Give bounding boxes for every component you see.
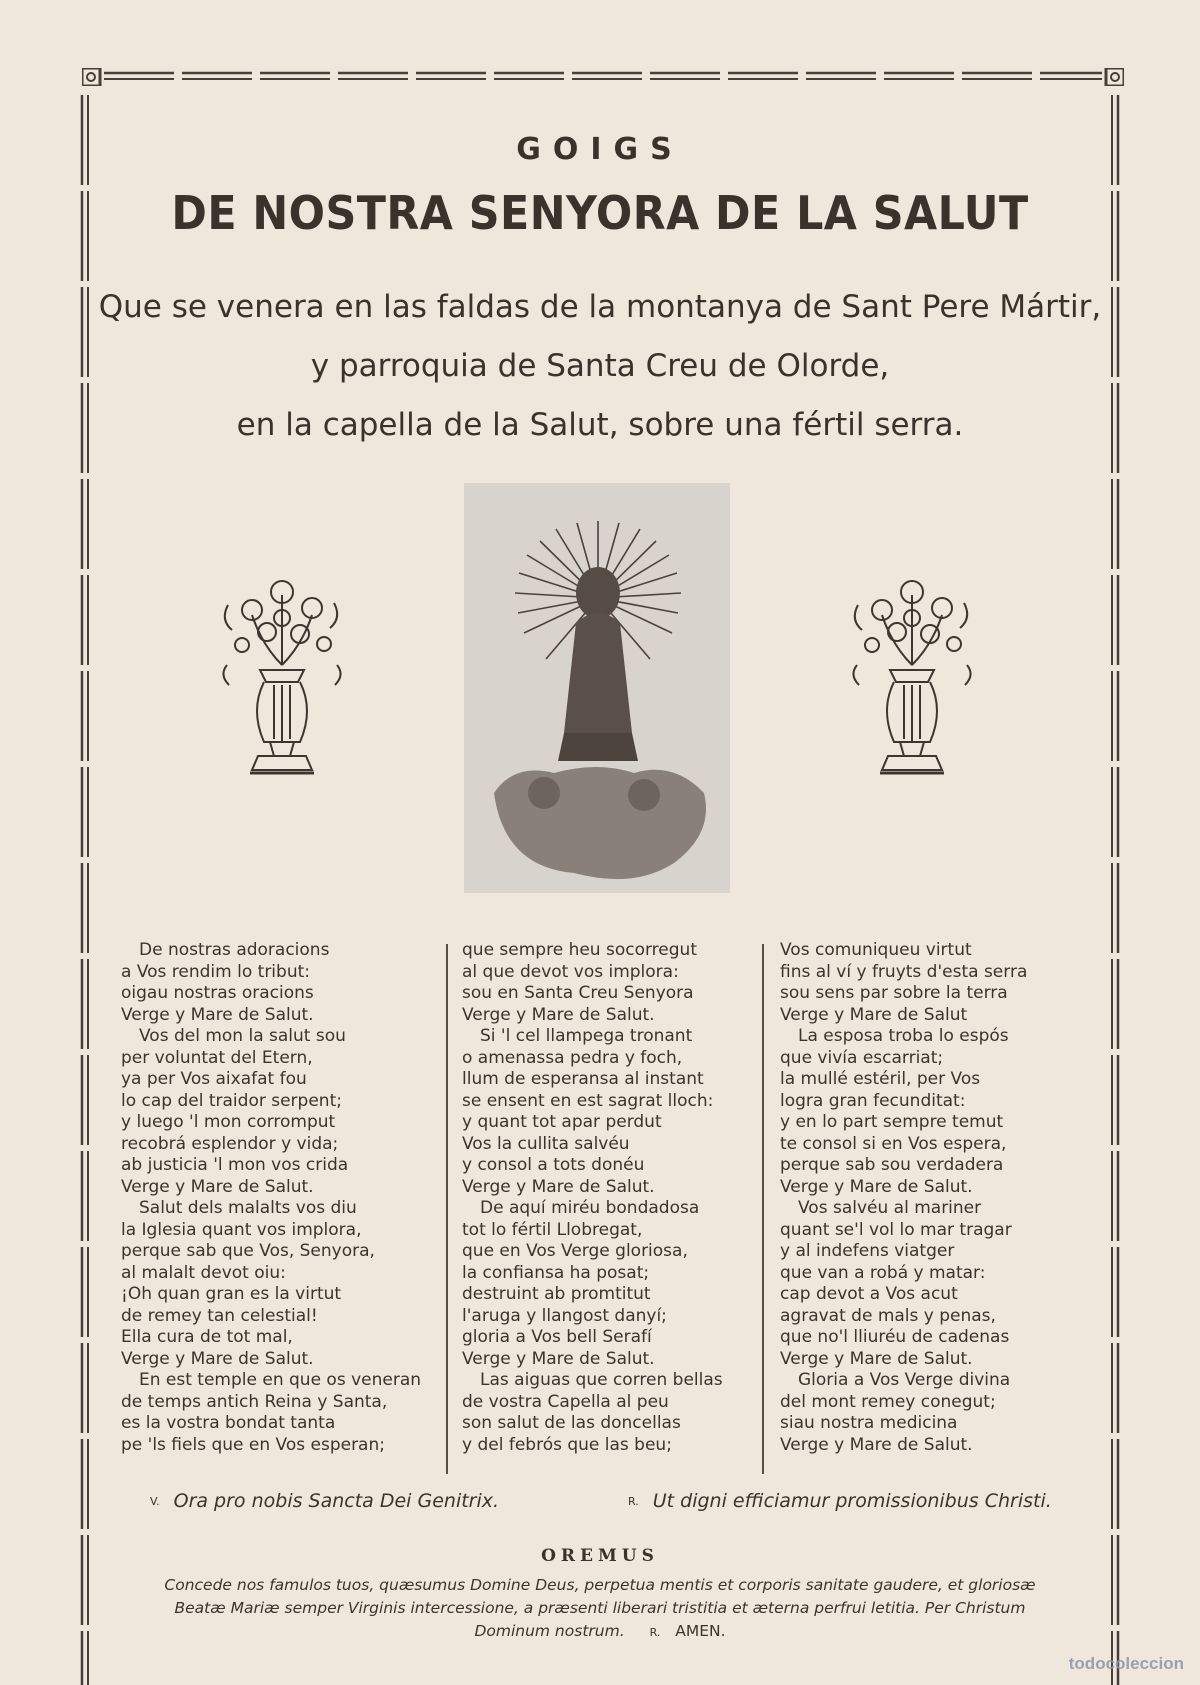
oremus-prayer bbox=[115, 1574, 1085, 1644]
verse-line: Verge y Mare de Salut. bbox=[462, 1176, 655, 1197]
goigs-kicker: GOIGS bbox=[516, 132, 684, 167]
verse-line: Verge y Mare de Salut bbox=[780, 1004, 968, 1025]
subtitle bbox=[0, 278, 1200, 455]
subtitle-line: Que se venera en las faldas de la montanya de Sant Pere Mártir, bbox=[98, 289, 1102, 325]
verse-line: se ensent en est sagrat lloch: bbox=[462, 1090, 714, 1111]
verse-line: Verge y Mare de Salut. bbox=[121, 1176, 314, 1197]
verse-line: agravat de mals y penas, bbox=[780, 1305, 996, 1326]
verse-line: y del febrós que las beu; bbox=[462, 1434, 672, 1455]
verse-line: Vos comuniqueu virtut bbox=[780, 940, 972, 960]
verse-line: Si 'l cel llampega tronant bbox=[480, 1026, 693, 1046]
verse-line: la Iglesia quant vos implora, bbox=[121, 1219, 362, 1240]
verse-line: y luego 'l mon corromput bbox=[121, 1112, 336, 1132]
verse-line: cap devot a Vos acut bbox=[780, 1284, 958, 1304]
verse-line: perque sab que Vos, Senyora, bbox=[121, 1241, 375, 1261]
verse-line: fins al ví y fruyts d'esta serra bbox=[780, 961, 1028, 982]
verse-line: Las aiguas que corren bellas bbox=[480, 1370, 723, 1390]
verse-line: la confiansa ha posat; bbox=[462, 1262, 650, 1283]
verse-line: Verge y Mare de Salut. bbox=[462, 1004, 655, 1025]
verse-column-2 bbox=[462, 940, 723, 1456]
verse-line: que van a robá y matar: bbox=[780, 1262, 986, 1283]
prayer-line: Concede nos famulos tuos, quæsumus Domine Deus, perpetua mentis et corporis sanitate gaudere, et gloriosæ bbox=[164, 1576, 1036, 1594]
verse-line: Verge y Mare de Salut. bbox=[121, 1348, 314, 1369]
verse-line: te consol si en Vos espera, bbox=[780, 1133, 1007, 1154]
verse-line: pe 'ls fiels que en Vos esperan; bbox=[121, 1434, 385, 1455]
response-mark: R. bbox=[628, 1495, 639, 1508]
versicle-text: Ora pro nobis Sancta Dei Genitrix. bbox=[173, 1490, 500, 1512]
flower-vase-icon bbox=[842, 570, 982, 800]
virgin-image bbox=[464, 483, 730, 893]
verse-line: logra gran fecunditat: bbox=[780, 1090, 966, 1111]
verse-line: Verge y Mare de Salut. bbox=[121, 1004, 314, 1025]
verse-line: que sempre heu socorregut bbox=[462, 940, 697, 960]
verse-line: recobrá esplendor y vida; bbox=[121, 1133, 339, 1154]
verse-line: tot lo fértil Llobregat, bbox=[462, 1219, 643, 1240]
verse-line: gloria a Vos bell Serafí bbox=[462, 1327, 652, 1347]
verse-line: al que devot vos implora: bbox=[462, 961, 679, 982]
oremus-heading: OREMUS bbox=[541, 1546, 659, 1566]
verse-line: es la vostra bondat tanta bbox=[121, 1413, 336, 1433]
verse-line: y al indefens viatger bbox=[780, 1241, 955, 1261]
prayer-line: Beatæ Mariæ semper Virginis intercessione, a præsenti liberari tristitia et æterna perfrui letitia. Per Christum bbox=[174, 1599, 1026, 1617]
prayer-line: Dominum nostrum. bbox=[474, 1622, 625, 1640]
versicle-mark: V. bbox=[150, 1495, 160, 1508]
verse-line: Verge y Mare de Salut. bbox=[780, 1434, 973, 1455]
verse-line: sou sens par sobre la terra bbox=[780, 983, 1008, 1003]
verse-line: que en Vos Verge gloriosa, bbox=[462, 1241, 688, 1261]
verse-line: La esposa troba lo espós bbox=[798, 1026, 1009, 1046]
column-divider bbox=[762, 944, 764, 1474]
verse-line: per voluntat del Etern, bbox=[121, 1047, 313, 1068]
watermark: todocoleccion bbox=[1068, 1654, 1184, 1673]
verse-line: Ella cura de tot mal, bbox=[121, 1327, 293, 1347]
verse-line: perque sab sou verdadera bbox=[780, 1155, 1004, 1175]
verse-line: Salut dels malalts vos diu bbox=[139, 1198, 357, 1218]
verse-line: llum de esperansa al instant bbox=[462, 1069, 704, 1089]
response-mark: R. bbox=[649, 1626, 661, 1639]
verse-line: que no'l lliuréu de cadenas bbox=[780, 1327, 1010, 1347]
verse-line: de temps antich Reina y Santa, bbox=[121, 1391, 388, 1412]
frame-top-border bbox=[82, 68, 1124, 86]
prayer-last-line bbox=[115, 1620, 1085, 1644]
verse-line: a Vos rendim lo tribut: bbox=[121, 961, 310, 982]
verse-line: Verge y Mare de Salut. bbox=[462, 1348, 655, 1369]
verse-line: o amenassa pedra y foch, bbox=[462, 1047, 683, 1068]
verse-line: de vostra Capella al peu bbox=[462, 1391, 669, 1412]
verse-line: lo cap del traidor serpent; bbox=[121, 1090, 342, 1111]
verse-line: la mullé estéril, per Vos bbox=[780, 1069, 981, 1089]
verse-column-1 bbox=[121, 940, 421, 1456]
verse-line: Gloria a Vos Verge divina bbox=[798, 1370, 1011, 1390]
verse-line: del mont remey conegut; bbox=[780, 1391, 996, 1412]
verse-line: ¡Oh quan gran es la virtut bbox=[121, 1284, 342, 1304]
verse-line: y en lo part sempre temut bbox=[780, 1112, 1004, 1132]
response-text: Ut digni efficiamur promissionibus Christi. bbox=[652, 1490, 1052, 1512]
response bbox=[628, 1490, 1052, 1512]
verse-column-3 bbox=[780, 940, 1027, 1456]
page-title: DE NOSTRA SENYORA DE LA SALUT bbox=[171, 186, 1029, 240]
verse-line: Vos salvéu al mariner bbox=[798, 1198, 982, 1218]
column-divider bbox=[446, 944, 448, 1474]
flower-vase-icon bbox=[212, 570, 352, 800]
verse-line: Verge y Mare de Salut. bbox=[780, 1176, 973, 1197]
verse-line: Verge y Mare de Salut. bbox=[780, 1348, 973, 1369]
verse-line: siau nostra medicina bbox=[780, 1413, 958, 1433]
subtitle-line: en la capella de la Salut, sobre una fértil serra. bbox=[236, 407, 964, 443]
verse-line: Vos la cullita salvéu bbox=[462, 1133, 630, 1154]
verse-line: y consol a tots donéu bbox=[462, 1155, 645, 1175]
verse-line: De aquí miréu bondadosa bbox=[480, 1198, 700, 1218]
verse-line: oigau nostras oracions bbox=[121, 983, 314, 1003]
verse-line: sou en Santa Creu Senyora bbox=[462, 983, 694, 1003]
verse-line: de remey tan celestial! bbox=[121, 1305, 318, 1326]
verse-line: De nostras adoracions bbox=[139, 940, 330, 960]
verse-line: ya per Vos aixafat fou bbox=[121, 1069, 307, 1089]
verse-line: que vivía escarriat; bbox=[780, 1047, 944, 1068]
verse-line: Vos del mon la salut sou bbox=[139, 1026, 346, 1046]
verse-line: l'aruga y llangost danyí; bbox=[462, 1305, 667, 1326]
subtitle-line: y parroquia de Santa Creu de Olorde, bbox=[310, 348, 890, 384]
verse-line: quant se'l vol lo mar tragar bbox=[780, 1219, 1012, 1240]
verse-line: son salut de las doncellas bbox=[462, 1413, 681, 1433]
versicle bbox=[150, 1490, 499, 1512]
verse-line: ab justicia 'l mon vos crida bbox=[121, 1155, 349, 1175]
verse-line: al malalt devot oiu: bbox=[121, 1262, 286, 1283]
verse-line: destruint ab promtitut bbox=[462, 1284, 651, 1304]
amen: AMEN. bbox=[675, 1622, 726, 1640]
verse-line: En est temple en que os veneran bbox=[139, 1370, 422, 1390]
verse-line: y quant tot apar perdut bbox=[462, 1112, 662, 1132]
